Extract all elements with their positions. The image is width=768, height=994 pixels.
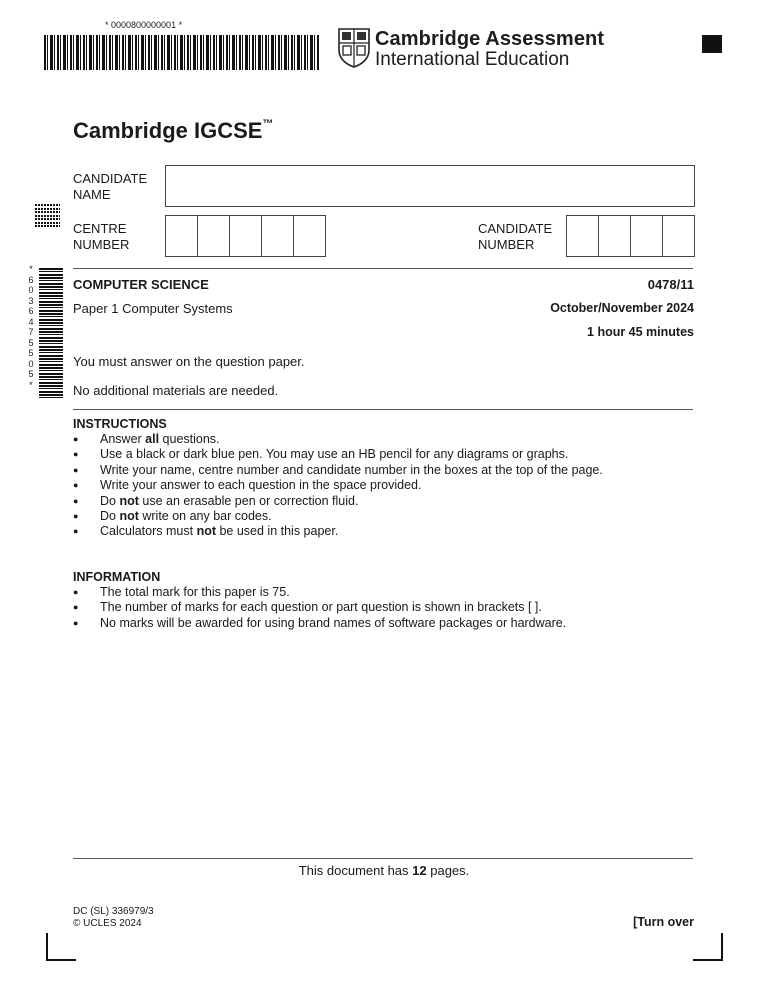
logo-line1: Cambridge Assessment xyxy=(375,28,605,50)
turn-over-label: [Turn over xyxy=(633,915,694,929)
divider xyxy=(73,409,693,410)
centre-number-field[interactable] xyxy=(165,215,326,257)
list-item: ● The number of marks for each question or part question is shown in brackets [ ]. xyxy=(73,600,566,615)
instructions-list xyxy=(73,432,603,540)
exam-duration: 1 hour 45 minutes xyxy=(587,325,694,339)
cambridge-crest-icon xyxy=(338,28,370,68)
page-count-note: This document has 12 pages. xyxy=(298,863,470,878)
paper-code: 0478/11 xyxy=(647,277,694,292)
instructions-heading: INSTRUCTIONS xyxy=(73,417,167,431)
candidate-number-label: CANDIDATE NUMBER xyxy=(478,221,553,252)
list-item: ● Write your name, centre number and candidate number in the boxes at the top of the page. xyxy=(73,463,603,478)
candidate-name-field[interactable] xyxy=(165,165,695,207)
logo-line2: International Education xyxy=(375,49,570,70)
information-list xyxy=(73,585,566,631)
header-barcode xyxy=(44,35,320,70)
crop-mark-right xyxy=(693,933,723,961)
candidate-name-label: CANDIDATE NAME xyxy=(73,171,148,202)
barcode-number: * 0000800000001 * xyxy=(105,20,183,30)
divider xyxy=(73,268,693,269)
centre-number-label: CENTRE NUMBER xyxy=(73,221,130,252)
candidate-number-field[interactable] xyxy=(566,215,695,257)
subject-title: COMPUTER SCIENCE xyxy=(73,277,209,292)
information-heading: INFORMATION xyxy=(73,570,161,584)
side-barcode-digits: * 6 0 3 6 4 7 5 5 0 5 * xyxy=(28,264,34,390)
corner-marker xyxy=(702,35,722,53)
list-item: ● Use a black or dark blue pen. You may use an HB pencil for any diagrams or graphs. xyxy=(73,447,603,462)
list-item: ● Do not write on any bar codes. xyxy=(73,509,603,524)
answer-note: You must answer on the question paper. xyxy=(73,354,305,369)
list-item: ● No marks will be awarded for using brand names of software packages or hardware. xyxy=(73,616,566,631)
list-item: ● Calculators must not be used in this paper. xyxy=(73,524,603,539)
document-code: DC (SL) 336979/3 © UCLES 2024 xyxy=(73,906,154,929)
side-barcode xyxy=(39,268,63,398)
divider xyxy=(73,858,693,859)
list-item: ● Answer all questions. xyxy=(73,432,603,447)
list-item: ● Write your answer to each question in the space provided. xyxy=(73,478,603,493)
list-item: ● The total mark for this paper is 75. xyxy=(73,585,566,600)
materials-note: No additional materials are needed. xyxy=(73,383,279,398)
page-title: Cambridge IGCSE™ xyxy=(73,117,274,143)
trademark-mark: ™ xyxy=(262,117,274,130)
list-item: ● Do not use an erasable pen or correction fluid. xyxy=(73,494,603,509)
crop-mark-left xyxy=(46,933,76,961)
qr-code xyxy=(35,203,60,227)
paper-name: Paper 1 Computer Systems xyxy=(73,301,233,316)
exam-session: October/November 2024 xyxy=(550,301,694,315)
